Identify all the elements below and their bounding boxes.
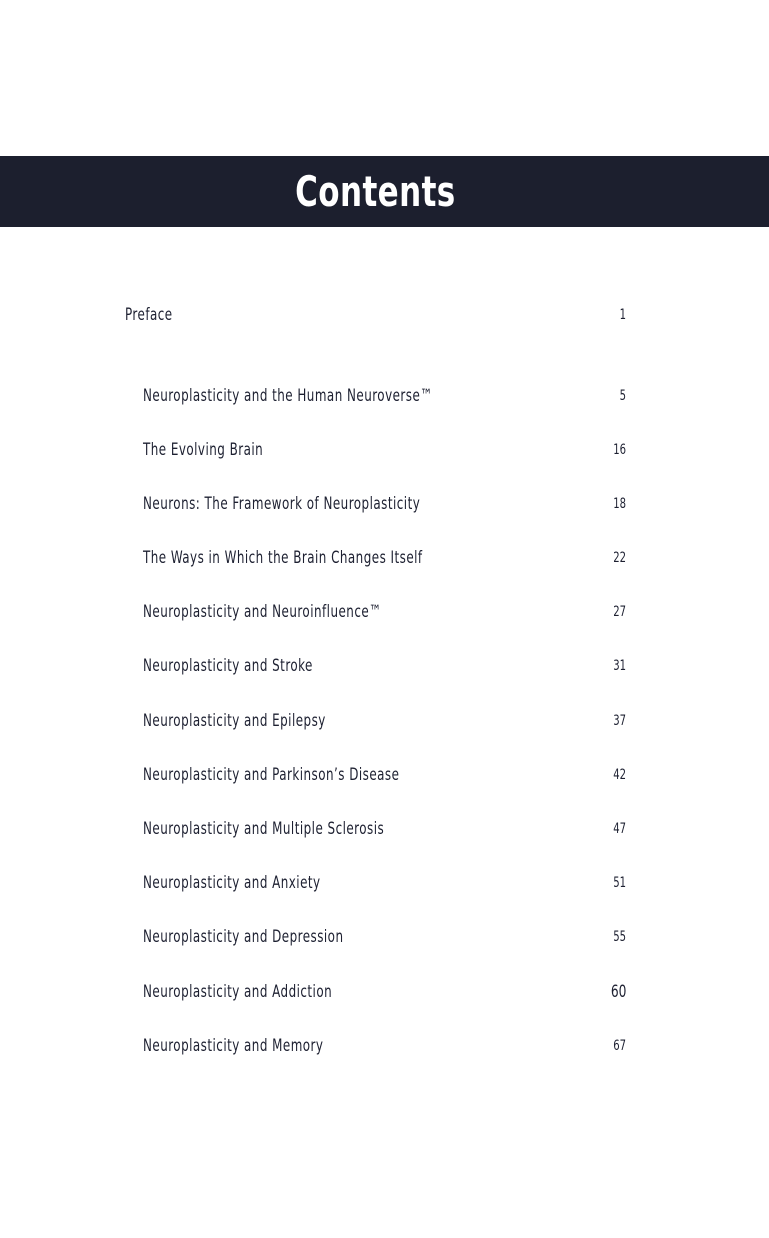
toc-entry[interactable] xyxy=(143,709,626,733)
toc-entry-page: 27 xyxy=(613,604,626,620)
toc-entry-title: Neuroplasticity and Neuroinfluence™ xyxy=(143,602,382,622)
toc-entry[interactable] xyxy=(143,871,626,895)
toc-entry[interactable] xyxy=(143,600,626,624)
toc-entry-title: Neuroplasticity and Anxiety xyxy=(143,873,321,893)
toc-entry-page: 37 xyxy=(613,713,626,729)
toc-entry[interactable] xyxy=(143,438,626,462)
toc-entry[interactable] xyxy=(143,925,626,949)
toc-entry[interactable] xyxy=(143,546,626,570)
toc-entry-title: Neuroplasticity and the Human Neuroverse™ xyxy=(143,386,433,406)
toc-entry-page: 60 xyxy=(610,982,626,1002)
toc-entry[interactable] xyxy=(143,817,626,841)
toc-entry-title: Neuroplasticity and Depression xyxy=(143,927,344,947)
toc-entry[interactable] xyxy=(143,654,626,678)
toc-entry-title: The Ways in Which the Brain Changes Itself xyxy=(143,548,423,568)
toc-entry-title: The Evolving Brain xyxy=(143,440,264,460)
toc-entry-title: Neuroplasticity and Memory xyxy=(143,1036,324,1056)
toc-entry[interactable] xyxy=(143,492,626,516)
toc-entry-page: 5 xyxy=(619,388,626,404)
toc-entry-title: Neurons: The Framework of Neuroplasticity xyxy=(143,494,421,514)
toc-entry[interactable] xyxy=(143,1034,626,1058)
toc-entry-title: Neuroplasticity and Parkinson’s Disease xyxy=(143,765,400,785)
toc-entry-page: 55 xyxy=(613,929,626,945)
toc-entry-title: Preface xyxy=(125,305,173,325)
toc-entry-title: Neuroplasticity and Stroke xyxy=(143,656,313,676)
toc-entry[interactable] xyxy=(143,384,626,408)
toc-entry-page: 31 xyxy=(613,658,626,674)
toc-entry-page: 42 xyxy=(613,767,626,783)
toc-entry-page: 67 xyxy=(613,1038,626,1054)
toc-entry-preface[interactable] xyxy=(125,303,626,327)
toc-entry[interactable] xyxy=(143,980,626,1004)
toc-entry-page: 18 xyxy=(613,496,626,512)
toc-entry-page: 47 xyxy=(613,821,626,837)
toc-entry-page: 22 xyxy=(613,550,626,566)
toc-entry-title: Neuroplasticity and Epilepsy xyxy=(143,711,326,731)
page-title: Contents xyxy=(295,167,456,216)
toc-entry[interactable] xyxy=(143,763,626,787)
toc-entry-title: Neuroplasticity and Multiple Sclerosis xyxy=(143,819,385,839)
toc-entry-title: Neuroplasticity and Addiction xyxy=(143,982,333,1002)
toc-entry-page: 16 xyxy=(613,442,626,458)
toc-entry-page: 51 xyxy=(613,875,626,891)
toc-entry-page: 1 xyxy=(619,307,626,323)
